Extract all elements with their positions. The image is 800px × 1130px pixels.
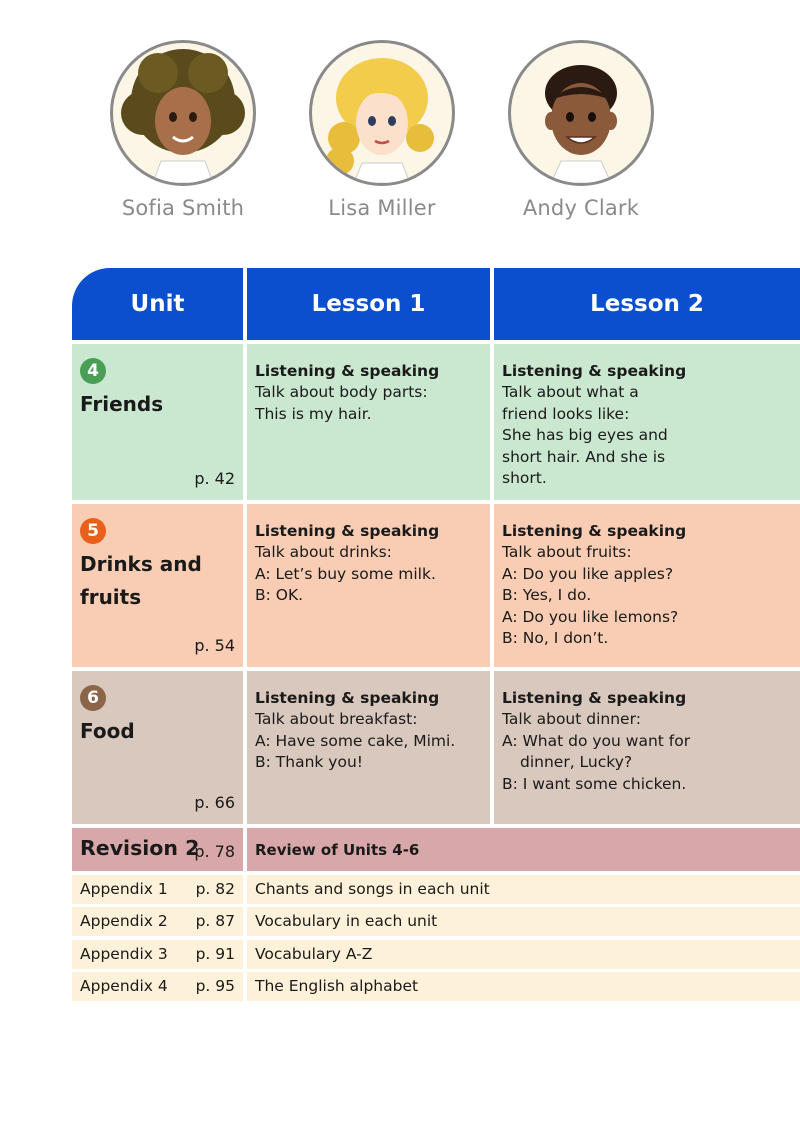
unit-title-line: fruits: [80, 585, 142, 609]
lesson-line: B: OK.: [255, 586, 304, 604]
lesson-line: short.: [502, 469, 547, 487]
lesson-line: B: I want some chicken.: [502, 774, 687, 793]
lesson-heading: Listening & speaking: [502, 689, 687, 707]
appendix-content-text: Chants and songs in each unit: [255, 880, 490, 898]
unit-6-lesson-2: [494, 671, 800, 824]
header-lesson-1: Lesson 1: [247, 268, 490, 340]
character-name: Sofia Smith: [121, 196, 245, 220]
lesson-line: She has big eyes and: [502, 426, 668, 444]
character-sofia: [108, 40, 258, 220]
appendix-label: Appendix 1: [80, 880, 168, 898]
unit-6-lesson-1: [247, 671, 490, 824]
unit-number-badge: 5: [80, 518, 106, 544]
appendix-row: [72, 907, 243, 936]
lesson-line: A: Do you like lemons?: [502, 607, 679, 626]
unit-page-ref: p. 54: [194, 636, 235, 655]
appendix-page-ref: p. 95: [195, 977, 235, 995]
unit-4-lesson-2: [494, 344, 800, 500]
header-lesson-2: Lesson 2: [494, 268, 800, 340]
lesson-heading: Listening & speaking: [502, 522, 687, 540]
lesson-heading: Listening & speaking: [255, 522, 440, 540]
unit-5-cell: [72, 504, 243, 667]
lesson-line: A: What do you want for: [502, 731, 691, 750]
lesson-line: dinner, Lucky?: [520, 753, 633, 771]
unit-5-lesson-2: [494, 504, 800, 667]
header-unit: Unit: [72, 268, 243, 340]
andy-portrait: [508, 40, 654, 186]
appendix-label: Appendix 3: [80, 945, 168, 963]
revision-content: Review of Units 4-6: [255, 841, 420, 859]
appendix-content: [247, 972, 800, 1001]
lesson-line: A: Have some cake, Mimi.: [255, 731, 456, 750]
unit-number-badge: 4: [80, 358, 106, 384]
lesson-heading: Listening & speaking: [255, 362, 440, 380]
appendix-row: [72, 875, 243, 904]
appendix-page-ref: p. 82: [195, 880, 235, 898]
lesson-heading: Listening & speaking: [502, 362, 687, 380]
character-name: Lisa Miller: [328, 196, 436, 220]
unit-6-cell: [72, 671, 243, 824]
lesson-line: Talk about breakfast:: [255, 710, 418, 728]
sofia-portrait: [110, 40, 256, 186]
lesson-line: short hair. And she is: [502, 447, 666, 466]
appendix-content-text: Vocabulary in each unit: [255, 912, 438, 930]
revision-title: Revision 2: [80, 836, 200, 860]
character-lisa: [307, 40, 457, 220]
unit-number-badge: 6: [80, 685, 106, 711]
appendix-content-text: The English alphabet: [255, 977, 419, 995]
character-name: Andy Clark: [522, 196, 640, 220]
unit-page-ref: p. 66: [194, 793, 235, 812]
character-andy: [506, 40, 656, 220]
lesson-line: B: Thank you!: [255, 753, 363, 771]
unit-page-ref: p. 42: [194, 469, 235, 488]
appendix-row: [72, 972, 243, 1001]
appendix-content: [247, 907, 800, 936]
unit-title: Food: [80, 719, 135, 743]
unit-title: Friends: [80, 392, 164, 416]
lesson-line: Talk about fruits:: [502, 543, 632, 561]
lesson-heading: Listening & speaking: [255, 689, 440, 707]
unit-title-line: Drinks and: [80, 552, 202, 576]
appendix-content: [247, 940, 800, 969]
unit-5-lesson-1: [247, 504, 490, 667]
lesson-line: A: Let’s buy some milk.: [255, 564, 436, 583]
appendix-page-ref: p. 87: [195, 912, 235, 930]
lesson-line: Talk about drinks:: [255, 543, 392, 561]
lesson-line: Talk about what a: [502, 383, 639, 401]
revision-page-ref: p. 78: [194, 842, 235, 861]
revision-cell: [72, 828, 243, 871]
revision-content-cell: [247, 828, 800, 871]
appendix-label: Appendix 4: [80, 977, 168, 995]
lesson-line: friend looks like:: [502, 404, 630, 423]
lesson-line: A: Do you like apples?: [502, 564, 674, 583]
lisa-portrait: [309, 40, 455, 186]
lesson-line: This is my hair.: [255, 404, 372, 423]
lesson-line: Talk about dinner:: [502, 710, 641, 728]
lesson-line: Talk about body parts:: [255, 383, 428, 401]
appendix-row: [72, 940, 243, 969]
appendix-page-ref: p. 91: [195, 945, 235, 963]
appendix-content-text: Vocabulary A-Z: [255, 945, 373, 963]
unit-title: [80, 548, 235, 614]
appendix-content: [247, 875, 800, 904]
lesson-line: B: No, I don’t.: [502, 629, 609, 647]
unit-4-lesson-1: [247, 344, 490, 500]
lesson-line: B: Yes, I do.: [502, 586, 592, 604]
unit-4-cell: [72, 344, 243, 500]
appendix-label: Appendix 2: [80, 912, 168, 930]
